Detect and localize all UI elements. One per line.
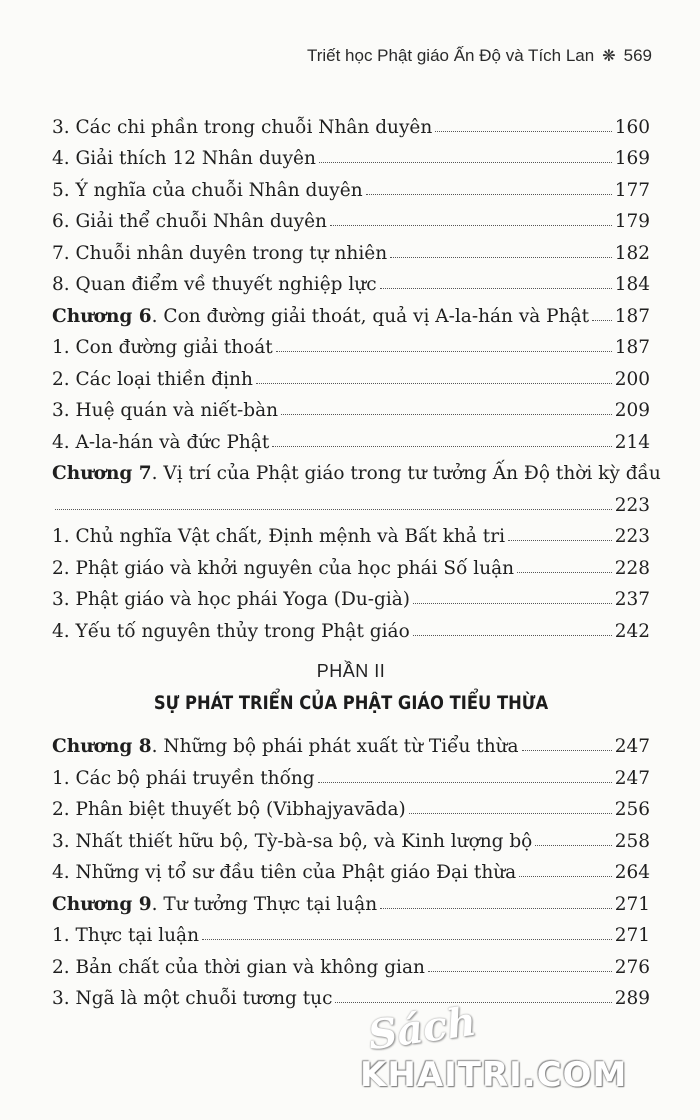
toc-entry [52,789,650,821]
toc-page-number: 247 [614,767,650,789]
toc-entry [52,201,650,233]
part-heading [52,656,650,720]
dot-leader [435,131,611,132]
dot-leader [330,225,612,226]
toc-entry [52,421,650,453]
toc-page-number: 256 [614,799,650,820]
dot-leader [535,845,611,846]
toc-page-number: 179 [614,211,650,232]
running-header-title: Triết học Phật giáo Ấn Độ và Tích Lan [306,46,595,65]
toc-entry-text: 3. Nhất thiết hữu bộ, Tỳ-bà-sa bộ, và Kinh lượng bộ [52,830,533,852]
toc-page-number: 271 [614,925,650,946]
toc-page-number: 289 [614,988,650,1009]
dot-leader [409,813,612,814]
dot-leader [413,603,612,604]
toc-entry [52,138,650,170]
toc-entry [52,516,650,548]
dot-leader [281,414,612,415]
dot-leader [319,162,612,163]
page-number: 569 [623,46,652,65]
dot-leader [592,320,612,321]
toc-entry-text: 2. Bản chất của thời gian và không gian [52,956,425,978]
toc-entry [52,757,650,789]
toc-entry [52,915,650,947]
toc-entry-text: 4. A-la-hán và đức Phật [52,431,270,453]
dot-leader [508,540,612,541]
toc-page-number: 200 [614,368,650,390]
dot-leader [380,908,612,909]
toc-entry-text: 4. Yếu tố nguyên thủy trong Phật giáo [52,620,410,642]
toc-entry [52,295,650,327]
chapter-label: Chương 9 [52,893,152,915]
toc-page-number: 214 [614,431,650,453]
toc-entry-chapter-7-page [52,484,650,516]
toc-entry-text: 7. Chuỗi nhân duyên trong tự nhiên [52,242,388,264]
toc-entry-text: 3. Ngã là một chuỗi tương tục [52,988,333,1009]
toc-entry-text: 2. Phân biệt thuyết bộ (Vibhajyavāda) [52,799,406,820]
dot-leader [55,509,612,510]
dot-leader [522,750,612,751]
toc-entry [52,106,650,138]
toc-page-number: 247 [614,736,650,757]
toc-page-number: 228 [614,557,650,579]
toc-page-number: 237 [614,589,650,610]
chapter-title: . Vị trí của Phật giáo trong tư tưởng Ấn Độ thời kỳ đầu [151,463,661,484]
toc-page-number: 187 [614,305,650,327]
dot-leader [428,971,612,972]
dot-leader [318,782,612,783]
watermark-script: Sách [365,997,479,1060]
toc-entry [52,232,650,264]
toc-entry [52,978,650,1010]
toc-entry [52,852,650,884]
toc-section-mid [52,516,650,642]
toc-entry [52,169,650,201]
table-of-contents [52,106,661,1009]
toc-entry [52,883,650,915]
dot-leader [517,572,612,573]
toc-entry-text: 3. Các chi phần trong chuỗi Nhân duyên [52,116,433,138]
dot-leader [413,635,612,636]
asterism-icon: ❋ [602,48,616,65]
toc-entry [52,820,650,852]
toc-entry-text: 5. Ý nghĩa của chuỗi Nhân duyên [52,179,363,201]
dot-leader [256,383,612,384]
watermark-text: KHAITRI.COM [360,1055,628,1095]
dot-leader [335,1002,611,1003]
toc-entry-text: 1. Con đường giải thoát [52,337,273,358]
part-title: SỰ PHÁT TRIỂN CỦA PHẬT GIÁO TIỂU THỪA [153,691,549,714]
toc-entry [52,946,650,978]
toc-section-bottom [52,726,650,1010]
toc-entry [52,390,650,422]
dot-leader [380,288,612,289]
toc-section-top [52,106,650,453]
toc-page-number: 184 [614,274,650,295]
toc-page-number: 223 [614,526,650,547]
chapter-label: Chương 6 [52,305,152,327]
toc-entry-text: . Những bộ phái phát xuất từ Tiểu thừa [151,736,519,757]
toc-entry [52,579,650,611]
toc-entry-text: 3. Huệ quán và niết-bàn [52,400,279,421]
toc-page-number: 177 [614,179,650,201]
chapter-label: Chương 8 [52,736,152,757]
toc-entry-text: 4. Giải thích 12 Nhân duyên [52,148,316,169]
dot-leader [366,194,612,195]
toc-entry-text: 6. Giải thể chuỗi Nhân duyên [52,211,327,232]
part-label: PHẦN II [316,660,386,681]
dot-leader [519,876,612,877]
toc-page-number: 160 [614,116,650,138]
toc-entry [52,358,650,390]
toc-page-number: 271 [614,893,650,915]
toc-entry-text: 1. Chủ nghĩa Vật chất, Định mệnh và Bất khả tri [52,526,506,547]
toc-entry [52,726,650,758]
toc-entry-text: 3. Phật giáo và học phái Yoga (Du-già) [52,589,411,610]
toc-page-number: 223 [614,494,650,516]
toc-entry-text: 1. Các bộ phái truyền thống [52,767,315,789]
toc-entry [52,264,650,296]
running-header [307,46,652,66]
toc-page-number: 276 [614,956,650,978]
toc-entry-text: 4. Những vị tổ sư đầu tiên của Phật giáo Đại thừa [52,862,517,883]
dot-leader [390,257,612,258]
dot-leader [272,446,611,447]
toc-page-number: 182 [614,242,650,264]
toc-entry [52,547,650,579]
dot-leader [276,351,612,352]
toc-page-number: 169 [614,148,650,169]
toc-entry-text: 8. Quan điểm về thuyết nghiệp lực [52,274,377,295]
toc-page-number: 242 [614,620,650,642]
toc-page-number: 187 [614,337,650,358]
toc-entry-chapter-7 [52,453,661,485]
toc-entry-text: 2. Phật giáo và khởi nguyên của học phái Số luận [52,557,515,579]
chapter-label: Chương 7 [52,463,152,484]
toc-page-number: 209 [614,400,650,421]
toc-entry [52,327,650,359]
toc-page-number: 258 [614,830,650,852]
toc-entry-text: 2. Các loại thiền định [52,368,253,390]
toc-entry [52,610,650,642]
toc-entry-text: . Tư tưởng Thực tại luận [151,893,378,915]
toc-entry-text: 1. Thực tại luận [52,925,199,946]
toc-entry-text: . Con đường giải thoát, quả vị A-la-hán và Phật [151,305,590,327]
toc-page-number: 264 [614,862,650,883]
dot-leader [202,939,612,940]
